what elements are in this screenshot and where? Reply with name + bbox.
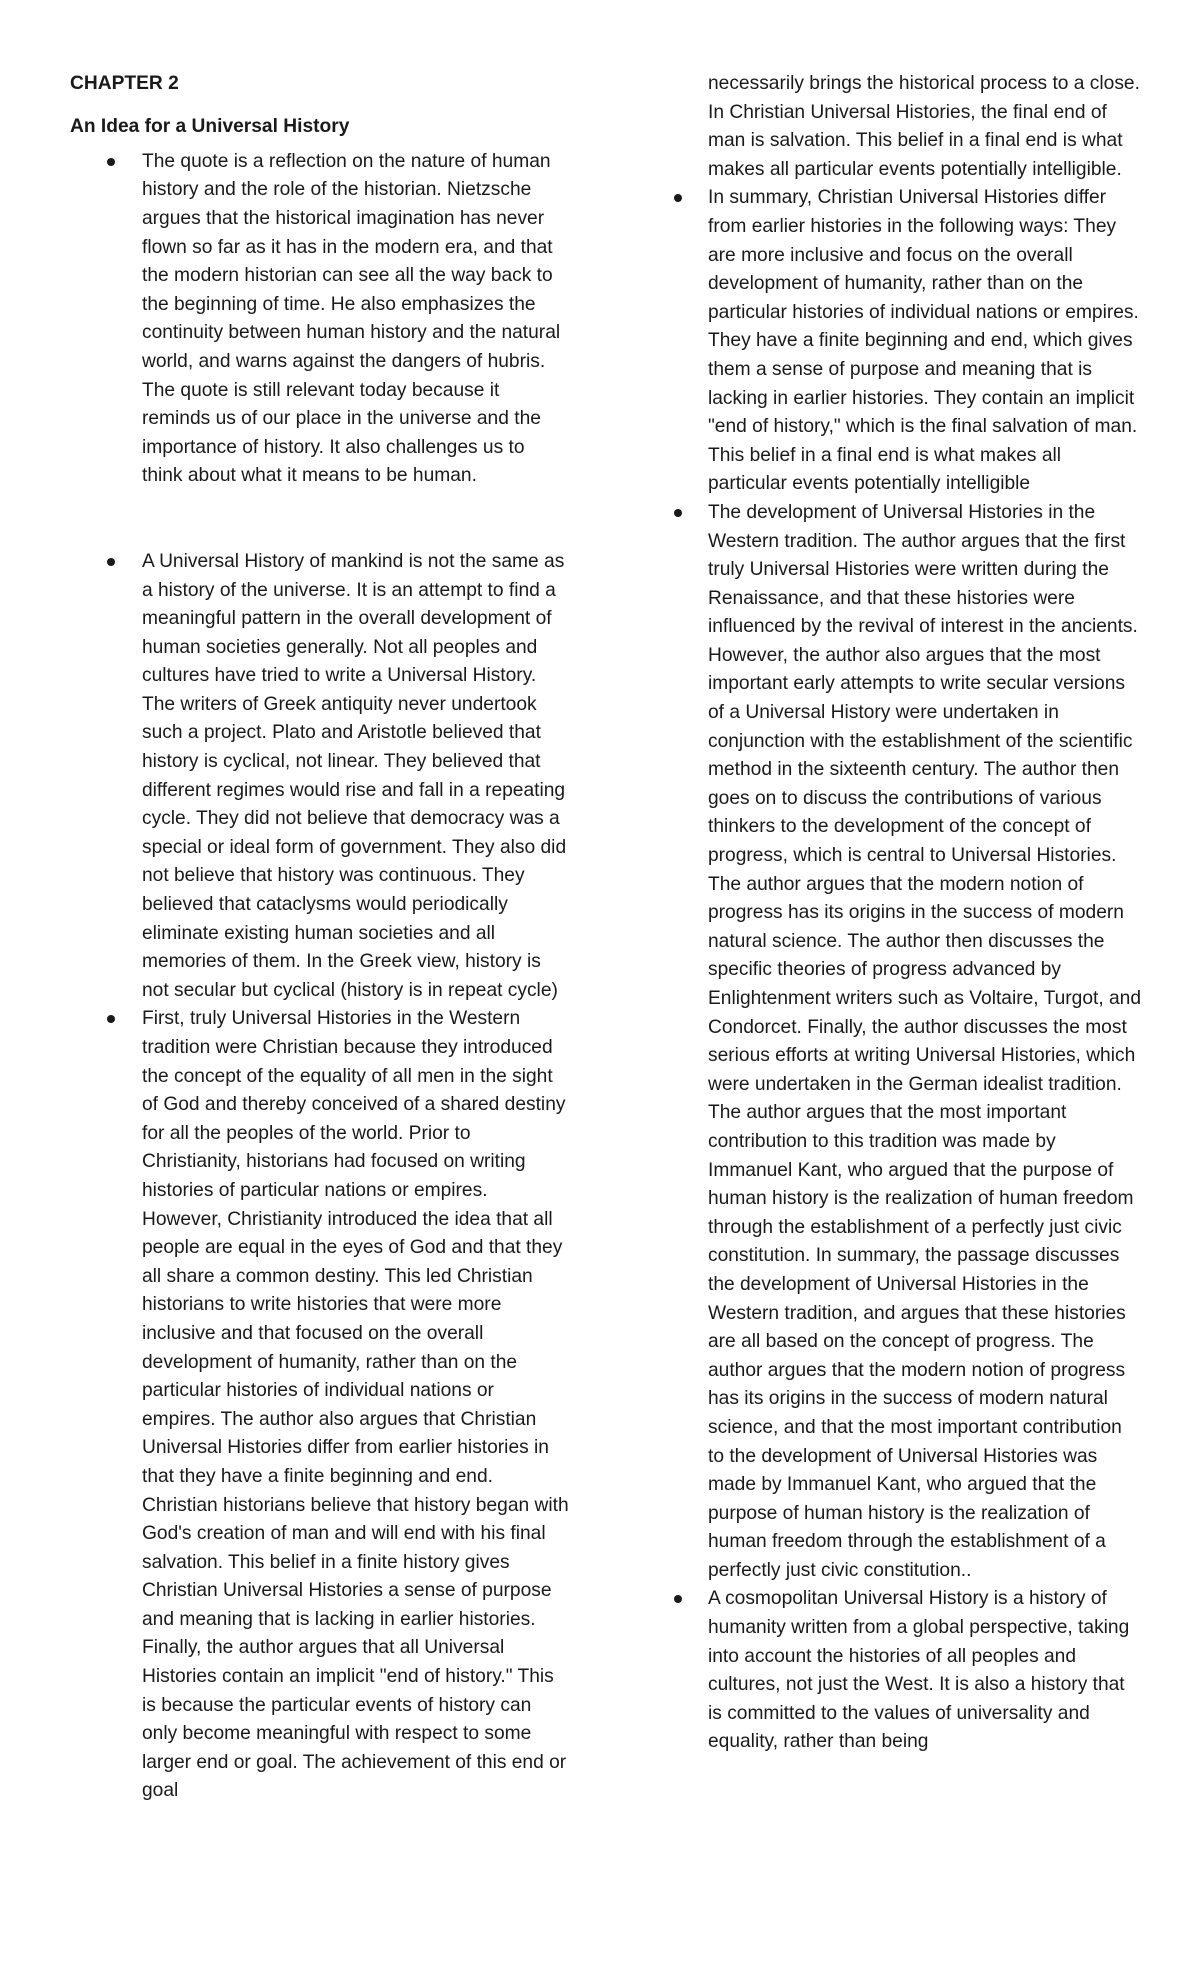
list-item — [672, 184, 1142, 499]
bullet-text: In summary, Christian Universal Histories differ from earlier histories in the following ways: They are more inclusive and focus on the overall development of humanity, rather than on the particular histories of individual nations or empires. They have a finite beginning and end, which gives them a sense of purpose and meaning that is lacking in earlier histories. They contain an implicit "end of history," which is the final salvation of man. This belief in a final end is what makes all particular events potentially intelligible — [708, 187, 1139, 495]
left-column — [70, 70, 570, 1806]
right-column — [672, 70, 1142, 1757]
bullet-icon — [107, 558, 115, 566]
bullet-text: A Universal History of mankind is not the same as a history of the universe. It is an attempt to find a meaningful pattern in the overall development of human societies generally. Not all peoples and cultures have tried to write a Universal History. The writers of Greek antiquity never undertook such a project. Plato and Aristotle believed that history is cyclical, not linear. They believed that different regimes would rise and fall in a repeating cycle. They did not believe that democracy was a special or ideal form of government. They also did not believe that history was continuous. They believed that cataclysms would periodically eliminate existing human societies and all memories of them. In the Greek view, history is not secular but cyclical (history is in repeat cycle) — [142, 550, 567, 1001]
chapter-heading: CHAPTER 2 — [70, 73, 179, 94]
right-bullet-list — [672, 184, 1142, 1757]
continued-paragraph: necessarily brings the historical process to a close. In Christian Universal Histories, the final end of man is salvation. This belief in a final end is what makes all particular events potentially intelligible. — [708, 73, 1140, 180]
bullet-text: The development of Universal Histories in the Western tradition. The author argues that the first truly Universal Histories were written during the Renaissance, and that these histories were influenced by the revival of interest in the ancients. However, the author also argues that the most important early attempts to write secular versions of a Universal History were undertaken in conjunction with the establishment of the scientific method in the sixteenth century. The author then goes on to discuss the contributions of various thinkers to the development of the concept of progress, which is central to Universal Histories. The author argues that the modern notion of progress has its origins in the success of modern natural science. The author then discusses the specific theories of progress advanced by Enlightenment writers such as Voltaire, Turgot, and Condorcet. Finally, the author discusses the most serious efforts at writing Universal Histories, which were undertaken in the German idealist tradition. The author argues that the most important contribution to this tradition was made by Immanuel Kant, who argued that the purpose of human history is the realization of human freedom through the establishment of a perfectly just civic constitution. In summary, the passage discusses the development of Universal Histories in the Western tradition, and argues that these histories are all based on the concept of progress. The author argues that the modern notion of progress has its origins in the success of modern natural science, and that the most important contribution to the development of Universal Histories was made by Immanuel Kant, who argued that the purpose of human history is the realization of human freedom through the establishment of a perfectly just civic constitution.. — [708, 501, 1142, 1581]
list-item — [70, 148, 570, 491]
bullet-icon — [674, 194, 682, 202]
bullet-text: The quote is a reflection on the nature of human history and the role of the historian. Nietzsche argues that the historical imagination has never flown so far as it has in the modern era, and that the modern historian can see all the way back to the beginning of time. He also emphasizes the continuity between human history and the natural world, and warns against the dangers of hubris. The quote is still relevant today because it reminds us of our place in the universe and the importance of history. It also challenges us to think about what it means to be human. — [142, 150, 561, 487]
bullet-icon — [674, 1595, 682, 1603]
bullet-icon — [107, 1015, 115, 1023]
list-item — [70, 1005, 570, 1806]
bullet-text: A cosmopolitan Universal History is a history of humanity written from a global perspective, taking into account the histories of all peoples and cultures, not just the West. It is also a history that is committed to the values of universality and equality, rather than being — [708, 1588, 1130, 1753]
bullet-icon — [674, 509, 682, 517]
list-item — [672, 1585, 1142, 1757]
section-title: An Idea for a Universal History — [70, 116, 350, 138]
left-bullet-list — [70, 148, 570, 1806]
list-item — [672, 499, 1142, 1586]
list-item — [70, 548, 570, 1006]
bullet-text: First, truly Universal Histories in the Western tradition were Christian because they introduced the concept of the equality of all men in the sight of God and thereby conceived of a shared destiny for all the peoples of the world. Prior to Christianity, historians had focused on writing histories of particular nations or empires. However, Christianity introduced the idea that all people are equal in the eyes of God and that they all share a common destiny. This led Christian historians to write histories that were more inclusive and that focused on the overall development of humanity, rather than on the particular histories of individual nations or empires. The author also argues that Christian Universal Histories differ from earlier histories in that they have a finite beginning and end. Christian historians believe that history began with God's creation of man and will end with his final salvation. This belief in a finite history gives Christian Universal Histories a sense of purpose and meaning that is lacking in earlier histories. Finally, the author argues that all Universal Histories contain an implicit "end of history." This is because the particular events of history can only become meaningful with respect to some larger end or goal. The achievement of this end or goal — [142, 1008, 569, 1802]
bullet-icon — [107, 158, 115, 166]
